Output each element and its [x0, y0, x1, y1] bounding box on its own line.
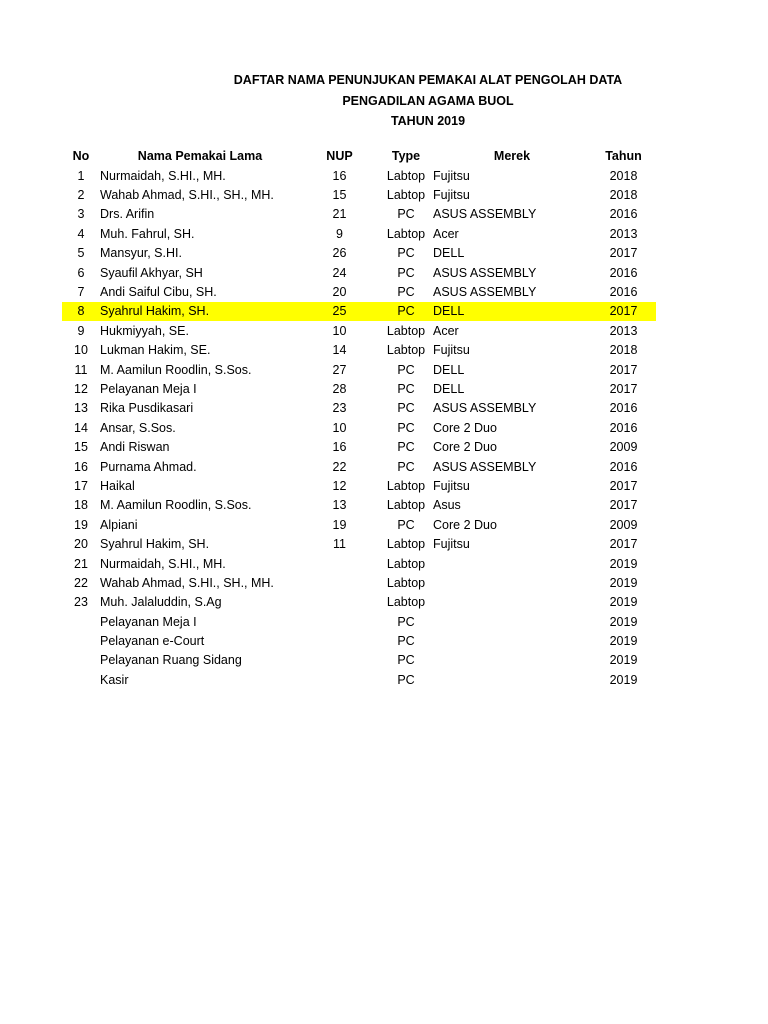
cell-type: Labtop: [386, 168, 426, 183]
cell-merek: Fujitsu: [433, 168, 470, 183]
cell-tahun: 2018: [609, 188, 638, 203]
cell-nup: 9: [336, 226, 343, 241]
cell-tahun: 2016: [609, 207, 638, 222]
table-row: [62, 573, 656, 592]
cell-tahun: 2019: [609, 614, 638, 629]
cell-type: PC: [397, 672, 415, 687]
cell-name: Hukmiyyah, SE.: [100, 323, 189, 338]
cell-merek: ASUS ASSEMBLY: [433, 265, 537, 280]
cell-type: PC: [397, 634, 415, 649]
cell-tahun: 2019: [609, 556, 638, 571]
equipment-table: [62, 146, 656, 690]
cell-tahun: 2019: [609, 653, 638, 668]
table-row: [62, 360, 656, 379]
cell-nup: [300, 593, 379, 612]
table-row: [62, 282, 656, 301]
cell-type: PC: [397, 517, 415, 532]
cell-no: [62, 631, 100, 650]
cell-no: 19: [74, 517, 88, 532]
table-row: [62, 496, 656, 515]
cell-no: 20: [74, 537, 88, 552]
cell-name: Pelayanan Meja I: [100, 381, 197, 396]
table-row: [62, 205, 656, 224]
cell-name: Wahab Ahmad, S.HI., SH., MH.: [100, 188, 274, 203]
cell-tahun: 2019: [609, 595, 638, 610]
cell-tahun: 2019: [609, 634, 638, 649]
table-row: [62, 457, 656, 476]
cell-nup: 25: [300, 302, 379, 321]
cell-name: Wahab Ahmad, S.HI., SH., MH.: [100, 575, 274, 590]
table-body: [62, 166, 656, 690]
cell-type: Labtop: [386, 478, 426, 493]
cell-merek: ASUS ASSEMBLY: [433, 459, 537, 474]
cell-merek: [433, 593, 591, 612]
cell-name: Syaufil Akhyar, SH: [100, 265, 203, 280]
cell-no: 10: [74, 343, 88, 358]
cell-tahun: 2016: [609, 265, 638, 280]
table-row: [62, 321, 656, 340]
cell-tahun: 2013: [609, 323, 638, 338]
cell-name: Drs. Arifin: [100, 207, 155, 222]
cell-nup: [300, 631, 379, 650]
table-row: [62, 437, 656, 456]
cell-tahun: 2009: [609, 517, 638, 532]
table-row: [62, 612, 656, 631]
cell-no: 5: [77, 246, 85, 261]
cell-no: 21: [74, 556, 88, 571]
header-no: No: [72, 149, 90, 163]
cell-tahun: 2017: [609, 381, 638, 396]
cell-no: 14: [74, 420, 88, 435]
cell-merek: [433, 631, 591, 650]
cell-no: [62, 670, 100, 689]
cell-nup: 16: [332, 168, 347, 183]
cell-merek: Core 2 Duo: [433, 517, 497, 532]
cell-type: Labtop: [386, 595, 426, 610]
title-line-2: PENGADILAN AGAMA BUOL: [342, 93, 514, 108]
cell-nup: 19: [332, 517, 347, 532]
cell-no: 23: [74, 595, 88, 610]
cell-name: Pelayanan Meja I: [100, 614, 197, 629]
header-merek: Merek: [493, 149, 531, 163]
cell-name: Andi Riswan: [100, 440, 170, 455]
table-row: [62, 515, 656, 534]
header-name: Nama Pemakai Lama: [137, 149, 263, 163]
cell-nup: [300, 670, 379, 689]
cell-tahun: 2017: [609, 246, 638, 261]
cell-tahun: 2016: [609, 401, 638, 416]
cell-nup: 16: [332, 440, 347, 455]
table-row: [62, 534, 656, 553]
table-row: [62, 670, 656, 689]
table-row: [62, 224, 656, 243]
cell-type: PC: [397, 653, 415, 668]
cell-type: Labtop: [386, 575, 426, 590]
cell-no: 17: [74, 478, 88, 493]
table-row: [62, 166, 656, 185]
cell-no: 11: [74, 362, 88, 377]
cell-merek: Acer: [433, 226, 459, 241]
cell-merek: Fujitsu: [433, 343, 470, 358]
table-row: [62, 185, 656, 204]
cell-no: [62, 612, 100, 631]
cell-type: PC: [397, 459, 415, 474]
cell-no: 3: [77, 207, 85, 222]
table-row: [62, 379, 656, 398]
cell-name: Pelayanan e-Court: [100, 634, 205, 649]
cell-type: PC: [397, 265, 415, 280]
cell-merek: ASUS ASSEMBLY: [433, 401, 537, 416]
cell-nup: 10: [332, 420, 347, 435]
cell-no: 15: [74, 440, 88, 455]
cell-nup: [300, 612, 379, 631]
cell-nup: [300, 573, 379, 592]
cell-type: Labtop: [386, 188, 426, 203]
table-row: [62, 476, 656, 495]
cell-merek: [433, 670, 591, 689]
cell-type: PC: [397, 401, 415, 416]
cell-merek: [433, 612, 591, 631]
cell-name: Haikal: [100, 478, 135, 493]
cell-tahun: 2016: [609, 459, 638, 474]
cell-no: 7: [77, 285, 85, 300]
table-row: [62, 593, 656, 612]
cell-type: PC: [397, 381, 415, 396]
cell-merek: ASUS ASSEMBLY: [433, 207, 537, 222]
cell-type: Labtop: [386, 323, 426, 338]
table-row: [62, 554, 656, 573]
title-line-3: TAHUN 2019: [390, 114, 466, 128]
cell-name: Nurmaidah, S.HI., MH.: [100, 168, 226, 183]
cell-tahun: 2017: [609, 362, 638, 377]
cell-nup: 28: [332, 381, 347, 396]
cell-merek: Fujitsu: [433, 478, 470, 493]
cell-name: Purnama Ahmad.: [100, 459, 197, 474]
cell-name: Syahrul Hakim, SH.: [100, 537, 210, 552]
cell-name: Muh. Jalaluddin, S.Ag: [100, 595, 222, 610]
cell-no: 6: [77, 265, 85, 280]
cell-name: M. Aamilun Roodlin, S.Sos.: [100, 362, 252, 377]
cell-merek: DELL: [433, 362, 465, 377]
cell-type: PC: [397, 362, 415, 377]
cell-nup: 21: [332, 207, 347, 222]
cell-merek: DELL: [433, 381, 465, 396]
cell-merek: Asus: [433, 498, 461, 513]
cell-no: 2: [77, 188, 85, 203]
table-row: [62, 651, 656, 670]
cell-merek: DELL: [433, 302, 591, 321]
cell-merek: Core 2 Duo: [433, 420, 497, 435]
table-header: [62, 146, 656, 166]
cell-type: PC: [397, 246, 415, 261]
table-row: [62, 418, 656, 437]
cell-name: M. Aamilun Roodlin, S.Sos.: [100, 498, 252, 513]
cell-name: Ansar, S.Sos.: [100, 420, 176, 435]
cell-tahun: 2019: [609, 575, 638, 590]
header-type: Type: [391, 149, 421, 163]
cell-tahun: 2018: [609, 168, 638, 183]
cell-type: PC: [397, 614, 415, 629]
cell-merek: [433, 651, 591, 670]
cell-name: Alpiani: [100, 517, 138, 532]
cell-nup: 20: [332, 285, 347, 300]
cell-name: Lukman Hakim, SE.: [100, 343, 211, 358]
cell-name: Mansyur, S.HI.: [100, 246, 182, 261]
table-row: [62, 341, 656, 360]
cell-merek: [433, 573, 591, 592]
cell-no: 16: [74, 459, 88, 474]
cell-no: 22: [74, 575, 88, 590]
cell-name: Nurmaidah, S.HI., MH.: [100, 556, 226, 571]
cell-nup: 27: [332, 362, 347, 377]
cell-merek: ASUS ASSEMBLY: [433, 285, 537, 300]
cell-no: 13: [74, 401, 88, 416]
cell-tahun: 2017: [609, 478, 638, 493]
cell-name: Pelayanan Ruang Sidang: [100, 653, 242, 668]
cell-nup: 22: [332, 459, 347, 474]
cell-merek: Fujitsu: [433, 537, 470, 552]
cell-no: 4: [77, 226, 85, 241]
cell-no: 18: [74, 498, 88, 513]
cell-nup: 14: [332, 343, 347, 358]
cell-tahun: 2017: [609, 498, 638, 513]
cell-tahun: 2009: [609, 440, 638, 455]
cell-name: Andi Saiful Cibu, SH.: [100, 285, 217, 300]
table-row: [62, 631, 656, 650]
cell-nup: 24: [332, 265, 347, 280]
cell-nup: 13: [332, 498, 347, 513]
cell-tahun: 2016: [609, 420, 638, 435]
cell-type: Labtop: [386, 498, 426, 513]
cell-type: PC: [397, 207, 415, 222]
cell-nup: [300, 651, 379, 670]
header-tahun: Tahun: [605, 149, 642, 163]
cell-type: PC: [379, 302, 433, 321]
cell-tahun: 2016: [609, 285, 638, 300]
cell-nup: 26: [332, 246, 347, 261]
cell-no: 8: [62, 302, 100, 321]
document-title: [0, 70, 768, 132]
cell-merek: [433, 554, 591, 573]
cell-type: Labtop: [386, 556, 426, 571]
title-line-1: DAFTAR NAMA PENUNJUKAN PEMAKAI ALAT PENGOLAH DATA: [233, 73, 623, 87]
cell-name: Syahrul Hakim, SH.: [100, 302, 300, 321]
cell-type: Labtop: [386, 343, 426, 358]
cell-nup: 11: [333, 537, 346, 552]
cell-no: 1: [77, 168, 85, 183]
cell-tahun: 2017: [609, 537, 638, 552]
table-row: [62, 399, 656, 418]
cell-name: Kasir: [100, 672, 129, 687]
cell-type: Labtop: [386, 226, 426, 241]
cell-type: PC: [397, 420, 415, 435]
cell-nup: 12: [332, 478, 347, 493]
cell-name: Muh. Fahrul, SH.: [100, 226, 195, 241]
table-row: [62, 302, 656, 321]
cell-nup: [300, 554, 379, 573]
cell-no: 12: [74, 381, 88, 396]
cell-tahun: 2017: [591, 302, 656, 321]
cell-merek: Core 2 Duo: [433, 440, 497, 455]
cell-tahun: 2018: [609, 343, 638, 358]
table-row: [62, 263, 656, 282]
cell-no: [62, 651, 100, 670]
cell-tahun: 2019: [609, 672, 638, 687]
cell-nup: 10: [332, 323, 347, 338]
cell-nup: 15: [332, 188, 347, 203]
cell-tahun: 2013: [609, 226, 638, 241]
cell-merek: Acer: [433, 323, 459, 338]
header-row: [62, 146, 656, 166]
cell-merek: DELL: [433, 246, 465, 261]
cell-type: Labtop: [386, 537, 426, 552]
cell-merek: Fujitsu: [433, 188, 470, 203]
cell-nup: 23: [332, 401, 347, 416]
cell-no: 9: [77, 323, 85, 338]
cell-type: PC: [397, 285, 415, 300]
table-row: [62, 244, 656, 263]
cell-type: PC: [397, 440, 415, 455]
header-nup: NUP: [326, 149, 353, 163]
cell-name: Rika Pusdikasari: [100, 401, 194, 416]
